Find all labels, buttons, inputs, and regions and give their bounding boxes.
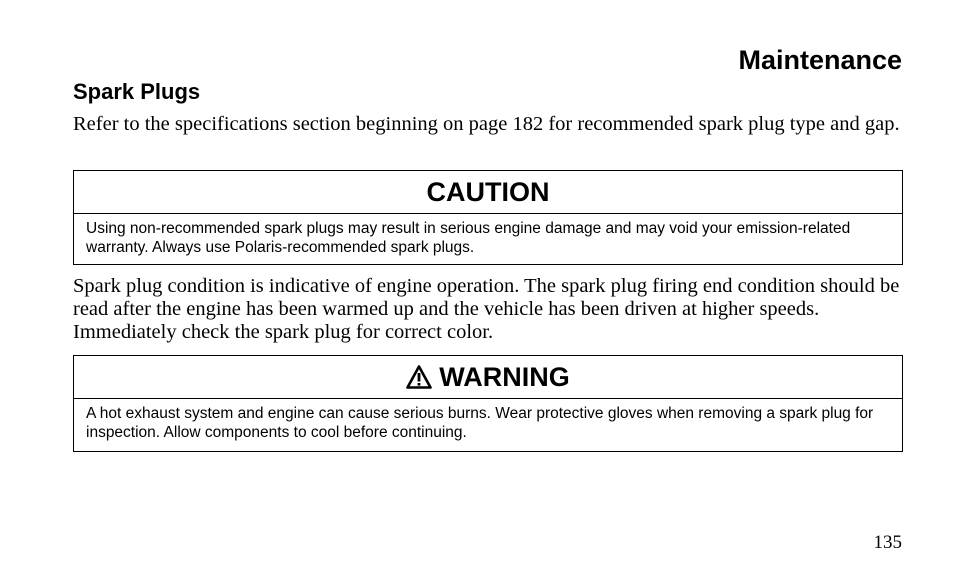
warning-box — [73, 355, 903, 452]
caution-text: Using non-recommended spark plugs may result in serious engine damage and may void your emission-related warranty. Always use Polaris-recommended spark plugs. — [86, 220, 851, 256]
warning-header — [74, 356, 902, 399]
page-number: 135 — [873, 532, 902, 553]
warning-title: WARNING — [439, 361, 570, 392]
condition-paragraph: Spark plug condition is indicative of engine operation. The spark plug firing end condition should be read after the engine has been warmed up and the vehicle has been driven at higher speeds. Immediately check the spark plug for correct color. — [73, 275, 900, 343]
caution-header — [74, 171, 902, 214]
caution-box — [73, 170, 903, 265]
chapter-title: Maintenance — [738, 45, 902, 75]
warning-triangle-icon — [406, 365, 432, 389]
intro-paragraph: Refer to the specifications section beginning on page 182 for recommended spark plug type and gap. — [73, 113, 900, 135]
caution-title: CAUTION — [426, 176, 550, 207]
warning-text: A hot exhaust system and engine can cause serious burns. Wear protective gloves when removing a spark plug for inspection. Allow components to cool before continuing. — [86, 405, 874, 441]
section-heading: Spark Plugs — [73, 79, 201, 104]
